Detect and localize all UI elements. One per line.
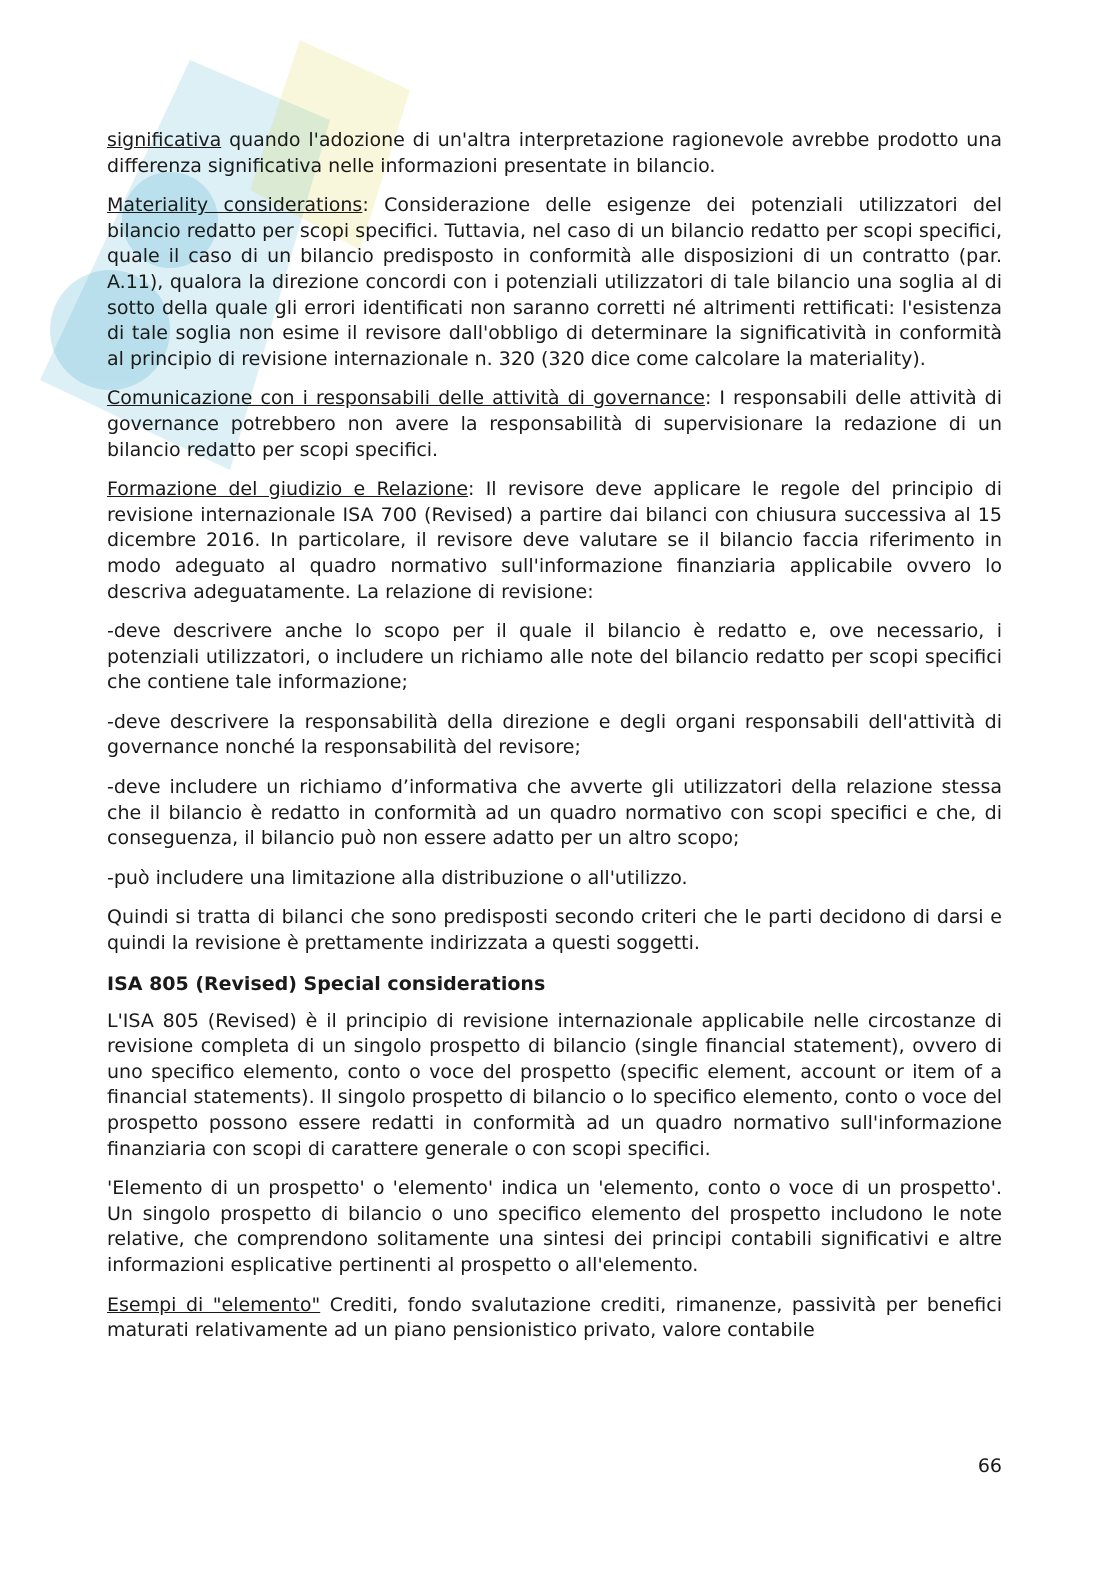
list-item-scopo: -deve descrivere anche lo scopo per il quale il bilancio è redatto e, ove necessario, i potenziali utilizzatori, o includere un richiamo alle note del bilancio redatto per scopi specifici che contiene tale informazione; (107, 620, 1002, 694)
paragraph-formazione: Formazione del giudizio e Relazione: Il revisore deve applicare le regole del principio di revisione internazionale ISA 700 (Revised) a partire dai bilanci con chiusura successiva al 15 dicembre 2016. In particolare, il revisore deve valutare se il bilancio faccia riferimento in modo adeguato al quadro normativo sull'informazione finanziaria applicabile ovvero lo descriva adeguatamente. La relazione di revisione: (107, 478, 1002, 603)
term-formazione: Formazione del giudizio e Relazione (107, 478, 469, 501)
paragraph-comunicazione: Comunicazione con i responsabili delle attività di governance: I responsabili delle attività di governance potrebbero non avere la responsabilità di supervisionare la redazione di un bilancio redatto per scopi specifici. (107, 387, 1003, 461)
paragraph-elemento: 'Elemento di un prospetto' o 'elemento' indica un 'elemento, conto o voce di un prospetto'. Un singolo prospetto di bilancio o uno specifico elemento del prospetto includono le note relative, che comprendono solitamente una sintesi dei principi contabili significativi e altre informazioni esplicative pertinenti al prospetto o all'elemento. (107, 1177, 1002, 1276)
paragraph-quindi: Quindi si tratta di bilanci che sono predisposti secondo criteri che le parti decidono di darsi e quindi la revisione è prettamente indirizzata a questi soggetti. (107, 906, 1002, 955)
section-heading: ISA 805 (Revised) Special considerations (107, 972, 546, 995)
list-item-responsabilita: -deve descrivere la responsabilità della direzione e degli organi responsabili dell'attività di governance nonché la responsabilità del revisore; (107, 710, 1002, 759)
list-item-limitazione: -può includere una limitazione alla distribuzione o all'utilizzo. (107, 866, 688, 889)
paragraph-isa805: L'ISA 805 (Revised) è il principio di revisione internazionale applicabile nelle circostanze di revisione completa di un singolo prospetto di bilancio (single financial statement), ovvero di uno specifico elemento, conto o voce del prospetto (specific element, account or item of a financial statements). Il singolo prospetto di bilancio o lo specifico elemento, conto o voce del prospetto possono essere redatti in conformità ad un quadro normativo sull'informazione finanziaria con scopi di carattere generale o con scopi specifici. (107, 1009, 1002, 1160)
document-page (107, 128, 1002, 1358)
term-comunicazione: Comunicazione con i responsabili delle attività di governance (107, 387, 705, 410)
term-esempi: Esempi di "elemento" (107, 1293, 321, 1316)
paragraph-materiality: Materiality considerations: Considerazione delle esigenze dei potenziali utilizzatori del bilancio redatto per scopi specifici. Tuttavia, nel caso di un bilancio redatto per scopi specifici, quale il caso di un bilancio predisposto in conformità alle disposizioni di un contratto (par. A.11), qualora la direzione concordi con i potenziali utilizzatori di tale bilancio una soglia al di sotto della quale gli errori identificati non saranno corretti né altrimenti rettificati: l'esistenza di tale soglia non esime il revisore dall'obbligo di determinare la significatività in conformità al principio di revisione internazionale n. 320 (320 dice come calcolare la materiality). (107, 194, 1002, 370)
term-significativa: significativa (107, 129, 222, 151)
page-number: 66 (977, 1455, 1002, 1477)
paragraph-significativa: significativa quando l'adozione di un'altra interpretazione ragionevole avrebbe prodotto una differenza significativa nelle informazioni presentate in bilancio. (107, 129, 1002, 177)
list-item-richiamo: -deve includere un richiamo d’informativa che avverte gli utilizzatori della relazione stessa che il bilancio è redatto in conformità ad un quadro normativo con scopi specifici e che, di conseguenza, il bilancio può non essere adatto per un altro scopo; (107, 776, 1002, 850)
term-materiality: Materiality considerations (107, 194, 363, 217)
paragraph-esempi: Esempi di "elemento" Crediti, fondo svalutazione crediti, rimanenze, passività per benefici maturati relativamente ad un piano pensionistico privato, valore contabile (107, 1293, 1003, 1342)
